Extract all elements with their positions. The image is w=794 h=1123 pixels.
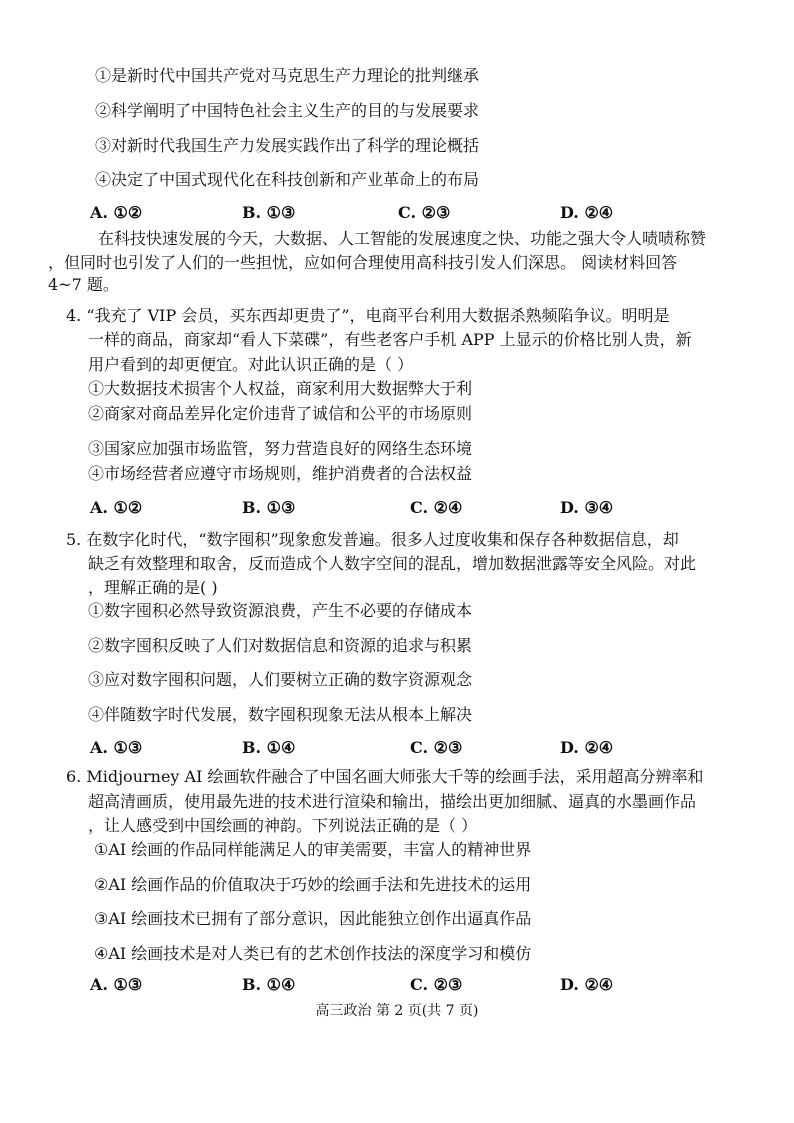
q4-option-c: C. ②④: [410, 498, 463, 517]
q4-statement: ④市场经营者应遵守市场规则，维护消费者的合法权益: [88, 464, 473, 483]
q3-statement: ①是新时代中国共产党对马克思生产力理论的批判继承: [95, 66, 480, 85]
page-footer: 高三政治 第 2 页(共 7 页): [315, 1003, 479, 1019]
q4-statement: ②商家对商品差异化定价违背了诚信和公平的市场原则: [88, 404, 473, 423]
q3-statement: ④决定了中国式现代化在科技创新和产业革命上的布局: [95, 170, 480, 189]
q4-stem: 用户看到的却更便宜。对此认识正确的是（ ）: [88, 355, 414, 374]
q3-statement: ③对新时代我国生产力发展实践作出了科学的理论概括: [95, 136, 480, 155]
q3-option-a: A. ①②: [90, 203, 143, 222]
q4-option-a: A. ①②: [90, 498, 143, 517]
q3-option-b: B. ①③: [242, 203, 296, 222]
q4-option-d: D. ③④: [560, 498, 614, 517]
q6-option-d: D. ②④: [560, 975, 614, 994]
q5-stem: 缺乏有效整理和取舍，反而造成个人数字空间的混乱，增加数据泄露等安全风险。对此: [88, 554, 697, 573]
q4-statement: ①大数据技术损害个人权益，商家利用大数据弊大于利: [88, 379, 473, 398]
q6-stem: ，让人感受到中国绘画的神韵。下列说法正确的是（ ）: [88, 816, 478, 835]
q5-statement: ③应对数字囤积问题，人们要树立正确的数字资源观念: [88, 670, 473, 689]
q4-option-b: B. ①③: [242, 498, 296, 517]
q3-statement: ②科学阐明了中国特色社会主义生产的目的与发展要求: [95, 101, 480, 120]
q6-statement: ④AI 绘画技术是对人类已有的艺术创作技法的深度学习和模仿: [94, 944, 532, 963]
q3-option-c: C. ②③: [398, 203, 451, 222]
q6-statement: ③AI 绘画技术已拥有了部分意识，因此能独立创作出逼真作品: [94, 909, 532, 928]
q5-option-c: C. ②③: [410, 738, 463, 757]
q6-statement: ①AI 绘画的作品同样能满足人的审美需要，丰富人的精神世界: [94, 840, 532, 859]
q4-statement: ③国家应加强市场监管，努力营造良好的网络生态环境: [88, 439, 473, 458]
q3-option-d: D. ②④: [560, 203, 614, 222]
q5-statement: ②数字囤积反映了人们对数据信息和资源的追求与积累: [88, 636, 473, 655]
q6-option-b: B. ①④: [242, 975, 296, 994]
q6-option-c: C. ②③: [410, 975, 463, 994]
q5-option-b: B. ①④: [242, 738, 296, 757]
q6-stem: 6. Midjourney AI 绘画软件融合了中国名画大师张大千等的绘画手法，采用超高分辨率和: [66, 767, 704, 786]
q5-stem: 5. 在数字化时代，“数字囤积”现象愈发普遍。很多人过度收集和保存各种数据信息，却: [66, 530, 679, 549]
intro-text: 在科技快速发展的今天，大数据、人工智能的发展速度之快、功能之强大令人啧啧称赞: [98, 229, 707, 248]
q6-option-a: A. ①③: [90, 975, 143, 994]
q6-statement: ②AI 绘画作品的价值取决于巧妙的绘画手法和先进技术的运用: [94, 875, 532, 894]
intro-text: ，但同时也引发了人们的一些担忧，应如何合理使用高科技引发人们深思。 阅读材料回答: [48, 253, 678, 272]
q6-stem: 超高清画质，使用最先进的技术进行渲染和输出，描绘出更加细腻、逼真的水墨画作品: [88, 792, 697, 811]
q4-stem: 4. “我充了 VIP 会员，买东西却更贵了”，电商平台利用大数据杀熟频陷争议。明明是: [66, 306, 670, 325]
q4-stem: 一样的商品，商家却“看人下菜碟”，有些老客户手机 APP 上显示的价格比别人贵，新: [88, 330, 692, 349]
intro-text: 4~7 题。: [48, 275, 119, 294]
q5-stem: ，理解正确的是( ): [88, 578, 218, 597]
q5-statement: ④伴随数字时代发展，数字囤积现象无法从根本上解决: [88, 705, 473, 724]
q5-option-a: A. ①③: [90, 738, 143, 757]
q5-option-d: D. ②④: [560, 738, 614, 757]
q5-statement: ①数字囤积必然导致资源浪费，产生不必要的存储成本: [88, 601, 473, 620]
